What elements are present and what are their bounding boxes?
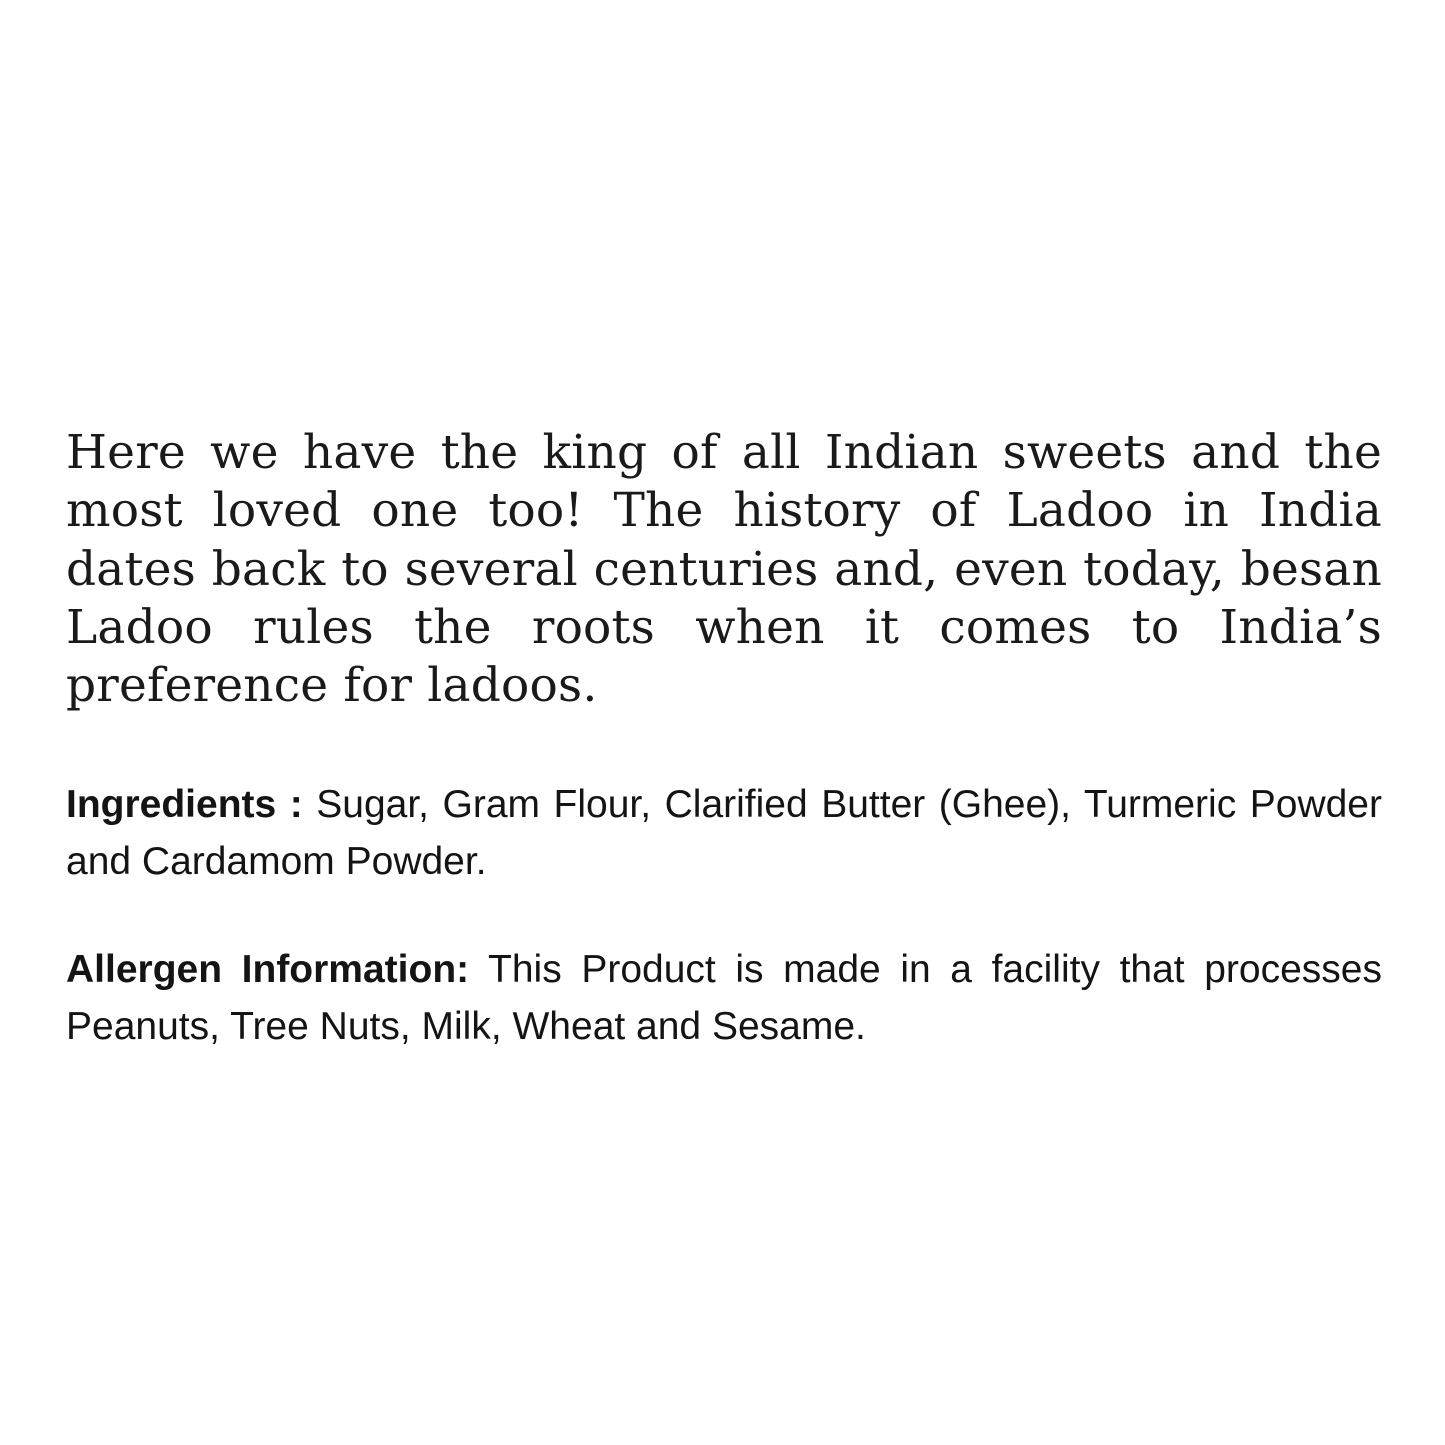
allergen-text: This Product is made in a facility that processes Peanuts, Tree Nuts, Milk, Wheat and Sesame. [66, 948, 1382, 1048]
ingredients-text: Sugar, Gram Flour, Clarified Butter (Ghee), Turmeric Powder and Cardamom Powder. [66, 783, 1382, 883]
ingredients-label: Ingredients : [66, 783, 303, 827]
text-content-block [66, 424, 1382, 1056]
allergen-information-section [66, 942, 1382, 1055]
ingredients-section [66, 777, 1382, 890]
allergen-label: Allergen Information: [66, 948, 470, 992]
intro-paragraph: Here we have the king of all Indian sweets and the most loved one too! The history of Ladoo in India dates back to several centuries and, even today, besan Ladoo rules the roots when it comes to India’s preference for ladoos. [66, 425, 1382, 714]
